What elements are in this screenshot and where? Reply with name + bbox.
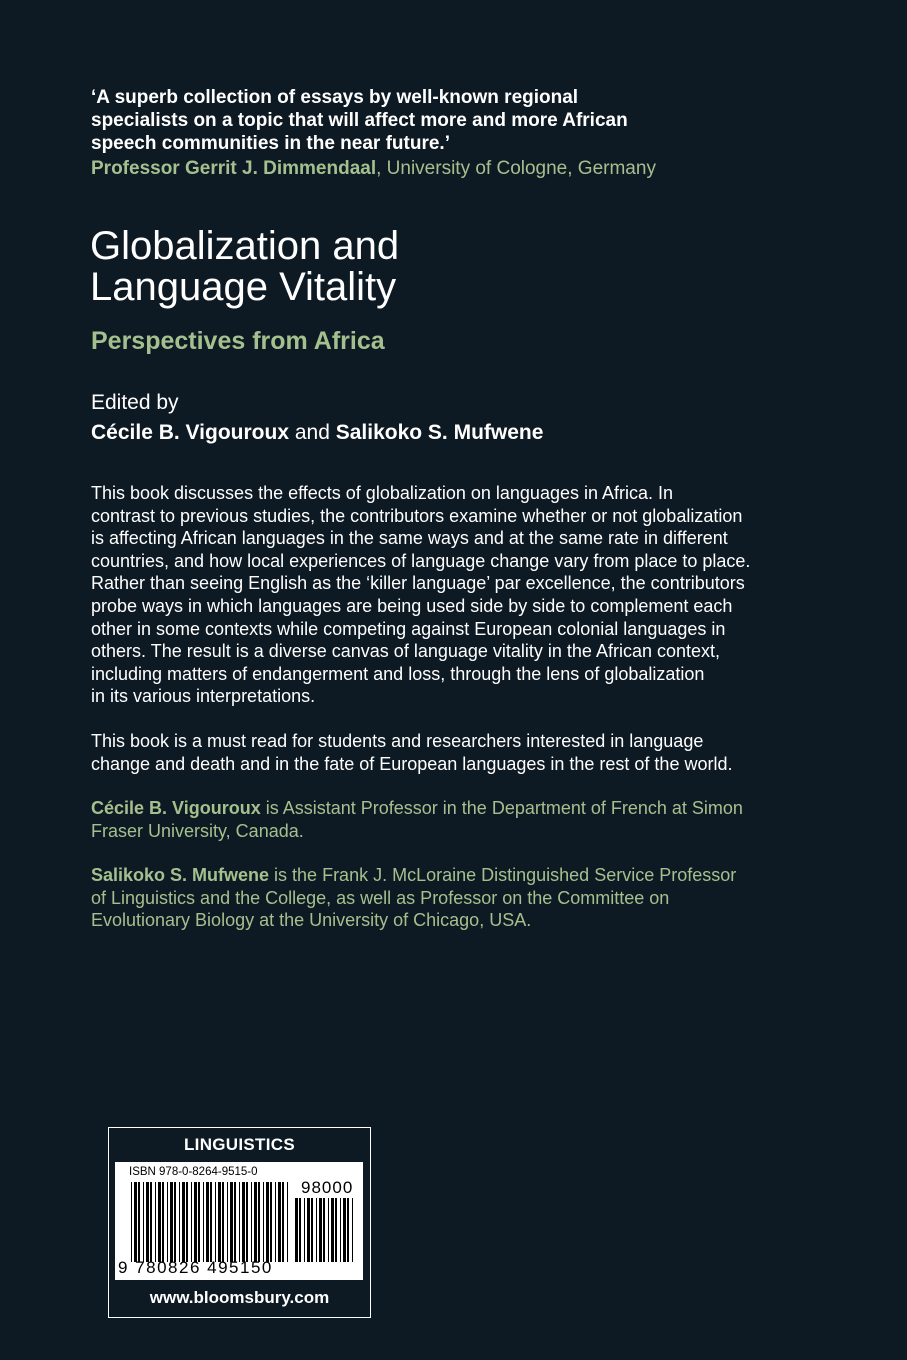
barcode-bar	[222, 1182, 224, 1262]
price-code: 98000	[301, 1178, 354, 1197]
bio-text: Evolutionary Biology at the University of Chicago, USA.	[91, 910, 532, 931]
barcode-bar	[174, 1182, 176, 1262]
barcode-bar	[234, 1182, 236, 1262]
barcode-bar	[275, 1182, 276, 1262]
barcode-bar	[343, 1198, 346, 1262]
title-line: Language Vitality	[90, 265, 397, 309]
barcode-bar	[203, 1182, 204, 1262]
barcode-bar	[227, 1182, 228, 1262]
barcode-bar	[340, 1198, 341, 1262]
barcode-bar	[162, 1182, 164, 1262]
barcode-bar	[155, 1182, 156, 1262]
barcode-bar	[218, 1182, 221, 1262]
barcode-bar	[246, 1182, 248, 1262]
editor-bio	[91, 797, 815, 842]
description-line: is affecting African languages in the same ways and at the same rate in different	[91, 528, 728, 549]
quote-author: Professor Gerrit J. Dimmendaal	[91, 158, 377, 179]
barcode-bar	[134, 1182, 137, 1262]
barcode-bar	[146, 1182, 149, 1262]
quote-line: speech communities in the near future.’	[91, 133, 450, 154]
barcode-bar	[191, 1182, 192, 1262]
barcode-bar	[319, 1198, 322, 1262]
bio-text: Fraser University, Canada.	[91, 820, 304, 841]
description-line: probe ways in which languages are being used side by side to complement each	[91, 595, 733, 616]
bio-text: is Assistant Professor in the Department of French at Simon	[260, 798, 743, 818]
description-line: This book discusses the effects of globalization on languages in Africa. In	[91, 483, 674, 503]
barcode-bar	[210, 1182, 212, 1262]
bio-text: of Linguistics and the College, as well as Professor on the Committee on	[91, 887, 670, 908]
barcode-panel	[108, 1127, 371, 1318]
barcode-bar	[328, 1198, 329, 1262]
barcode-bar	[282, 1182, 284, 1262]
quote-line: specialists on a topic that will affect more and more African	[91, 110, 628, 131]
barcode-bar	[206, 1182, 209, 1262]
publisher-url: www.bloomsbury.com	[149, 1288, 330, 1307]
bio-name: Salikoko S. Mufwene	[91, 865, 270, 885]
barcode-bar	[215, 1182, 216, 1262]
barcode-bar	[254, 1182, 257, 1262]
barcode-bar	[167, 1182, 168, 1262]
description-line: countries, and how local experiences of language change vary from place to place.	[91, 550, 751, 571]
barcode-bar	[131, 1182, 132, 1262]
barcode-bar	[198, 1182, 200, 1262]
barcode-bar	[287, 1182, 288, 1262]
description-line: change and death and in the fate of European languages in the rest of the world.	[91, 753, 733, 774]
bio-name: Cécile B. Vigouroux	[91, 798, 261, 818]
barcode-bar	[335, 1198, 337, 1262]
barcode-bar	[258, 1182, 260, 1262]
barcode-bar	[323, 1198, 325, 1262]
barcode-bar	[138, 1182, 140, 1262]
description-line: in its various interpretations.	[91, 686, 316, 707]
barcode-bar	[182, 1182, 185, 1262]
barcode-bar	[194, 1182, 197, 1262]
barcode-bar	[143, 1182, 144, 1262]
bio-text: is the Frank J. McLoraine Distinguished Service Professor	[269, 865, 737, 885]
description-line: other in some contexts while competing against European colonial languages in	[91, 618, 726, 639]
barcode-bar	[299, 1198, 301, 1262]
barcode-bar	[270, 1182, 272, 1262]
barcode-bar	[239, 1182, 240, 1262]
editor-bio	[91, 864, 815, 932]
barcode-bar	[251, 1182, 252, 1262]
audience-paragraph	[91, 730, 815, 775]
edited-by-label: Edited by	[91, 391, 179, 414]
description-line: This book is a must read for students and researchers interested in language	[91, 731, 704, 751]
description-line: including matters of endangerment and loss, through the lens of globalization	[91, 663, 705, 684]
barcode-bar	[170, 1182, 173, 1262]
barcode-bar	[150, 1182, 152, 1262]
endorsement-quote	[91, 86, 731, 155]
barcode-bar	[347, 1198, 349, 1262]
barcode-bar	[230, 1182, 233, 1262]
isbn-label: ISBN 978-0-8264-9515-0	[129, 1166, 258, 1178]
description-line: Rather than seeing English as the ‘killer language’ par excellence, the contributors	[91, 573, 745, 594]
barcode-bar	[186, 1182, 188, 1262]
book-title	[90, 226, 690, 308]
barcode-bar	[179, 1182, 180, 1262]
description-paragraph	[91, 482, 815, 708]
barcode-bar	[307, 1198, 310, 1262]
barcode-bar	[295, 1198, 298, 1262]
subject-category: LINGUISTICS	[184, 1135, 295, 1154]
barcode-bar	[278, 1182, 281, 1262]
barcode-bar	[316, 1198, 317, 1262]
barcode-bar	[158, 1182, 161, 1262]
quote-line: ‘A superb collection of essays by well-known regional	[91, 87, 579, 108]
barcode-digits: 9 780826 495150	[118, 1258, 273, 1277]
barcode-bar	[311, 1198, 313, 1262]
barcode-bar	[242, 1182, 245, 1262]
quote-attribution	[91, 157, 811, 181]
description-line: others. The result is a diverse canvas of language vitality in the African context,	[91, 641, 721, 662]
quote-affiliation: , University of Cologne, Germany	[376, 158, 656, 179]
book-subtitle: Perspectives from Africa	[91, 327, 385, 355]
editors	[91, 421, 543, 445]
editor-name: Salikoko S. Mufwene	[335, 421, 544, 444]
main-barcode	[131, 1182, 291, 1262]
barcode-bar	[331, 1198, 334, 1262]
addon-barcode	[295, 1198, 357, 1262]
description-line: contrast to previous studies, the contributors examine whether or not globalization	[91, 505, 743, 526]
barcode-bar	[263, 1182, 264, 1262]
barcode-bar	[352, 1198, 353, 1262]
barcode-bar	[304, 1198, 305, 1262]
barcode-area	[115, 1162, 363, 1280]
editor-name: Cécile B. Vigouroux	[91, 421, 289, 444]
barcode-bar	[266, 1182, 269, 1262]
title-line: Globalization and	[90, 224, 400, 268]
editors-conjunction: and	[289, 421, 336, 444]
